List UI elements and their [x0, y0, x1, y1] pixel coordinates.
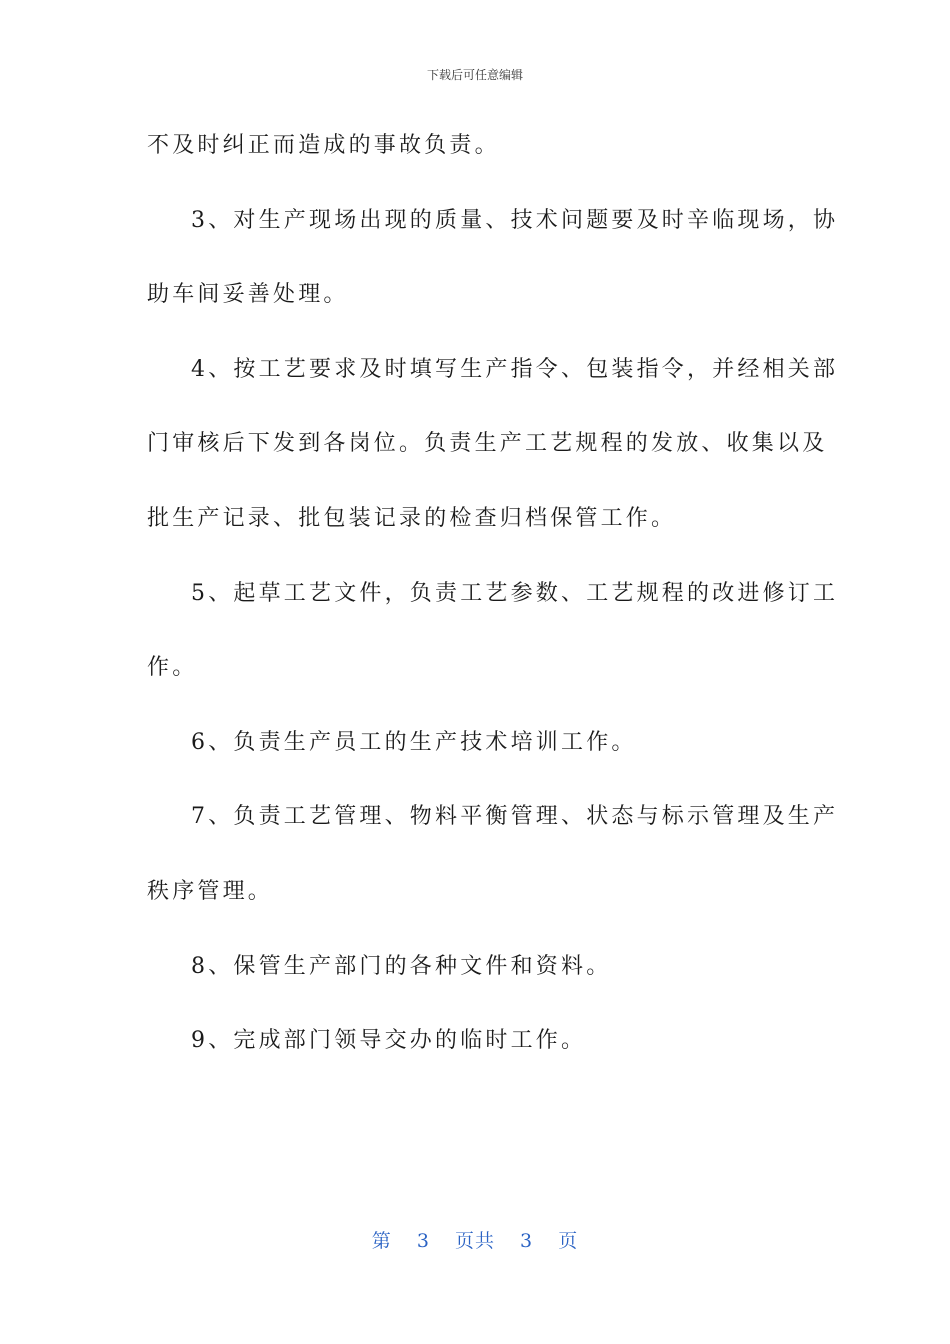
footer-prefix: 第 [371, 1230, 392, 1252]
text-line: 批生产记录、批包装记录的检查归档保管工作。 [147, 505, 677, 531]
page-footer [0, 1226, 950, 1253]
text-line: 助车间妥善处理。 [147, 282, 349, 308]
text-line: 不及时纠正而造成的事故负责。 [147, 133, 500, 158]
page-header: 下载后可任意编辑 [426, 68, 523, 82]
document-body [147, 124, 839, 1094]
text-line: 4、按工艺要求及时填写生产指令、包装指令，并经相关部 [191, 356, 839, 382]
text-line: 6、负责生产员工的生产技术培训工作。 [191, 729, 637, 755]
text-line: 秩序管理。 [147, 878, 274, 904]
footer-suffix: 页 [558, 1230, 579, 1252]
total-pages-number: 3 [520, 1230, 534, 1252]
footer-mid: 页共 [454, 1230, 495, 1252]
text-line: 9、完成部门领导交办的临时工作。 [191, 1028, 587, 1054]
text-line: 门审核后下发到各岗位。负责生产工艺规程的发放、收集以及 [147, 431, 828, 457]
text-line: 7、负责工艺管理、物料平衡管理、状态与标示管理及生产 [191, 804, 839, 830]
current-page-number: 3 [416, 1230, 430, 1252]
text-line: 3、对生产现场出现的质量、技术问题要及时辛临现场，协 [191, 207, 839, 233]
text-line: 5、起草工艺文件，负责工艺参数、工艺规程的改进修订工 [191, 580, 839, 606]
text-line: 8、保管生产部门的各种文件和资料。 [191, 953, 612, 979]
text-line: 作。 [147, 655, 198, 681]
